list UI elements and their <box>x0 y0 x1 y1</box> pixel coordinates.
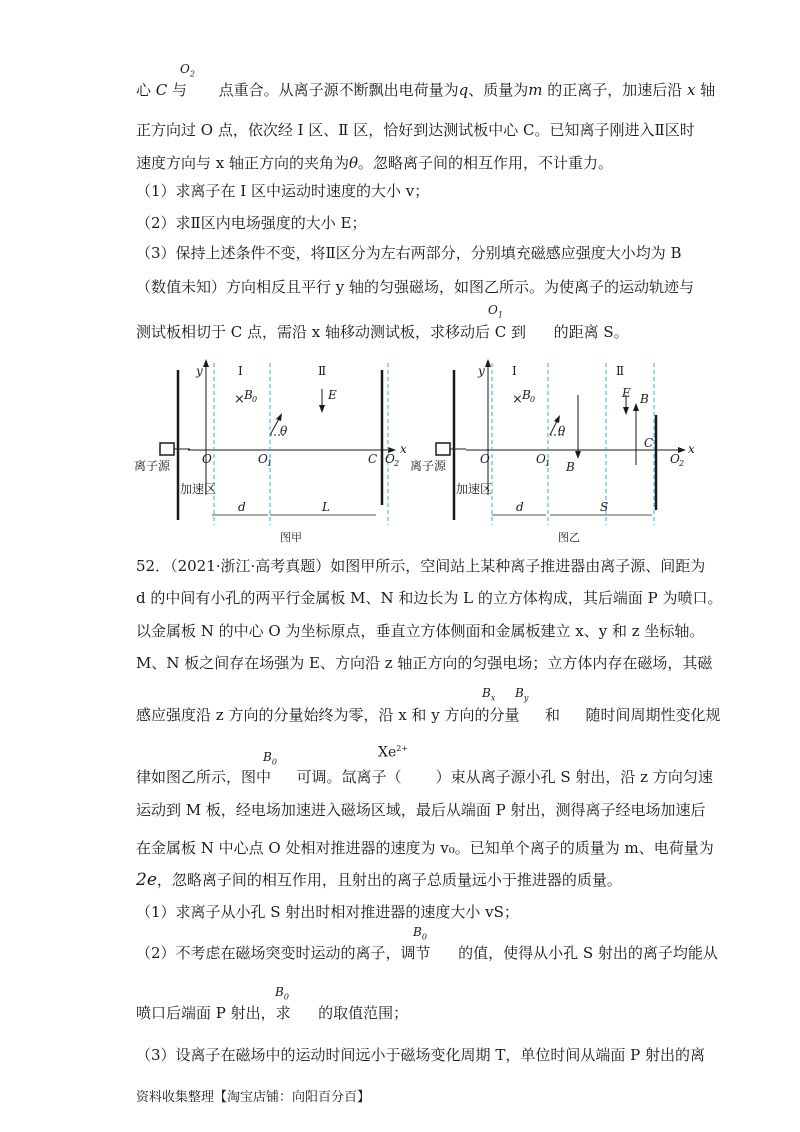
o2-symbol: $O_2$ <box>180 62 195 79</box>
p51-line2: 正方向过 O 点，依次经 Ⅰ 区、Ⅱ 区，恰好到达测试板中心 C。已知离子刚进入Ⅱ区时 <box>136 121 695 139</box>
bx-symbol: $B_x$ <box>482 686 496 703</box>
p52-line6: 律如图乙所示，图中 可调。氙离子（ ）束从离子源小孔 S 射出，沿 z 方向匀速 <box>136 768 713 786</box>
fig-b-theta: θ <box>558 424 566 438</box>
fig-b-b0: B <box>522 388 531 402</box>
b0-symbol-2: $B_0$ <box>413 925 427 942</box>
fig-b-b-down: B <box>566 460 575 474</box>
fig-a-source-label: 离子源 <box>134 459 171 473</box>
fig-b-y: y <box>478 364 485 378</box>
p52-line5: 感应强度沿 z 方向的分量始终为零，沿 x 和 y 方向的分量 和 随时间周期性变化规 <box>136 706 721 724</box>
svg-text:2: 2 <box>394 459 400 468</box>
fig-a-e: E <box>328 388 337 402</box>
figure-b <box>410 355 700 545</box>
fig-a-l: L <box>322 500 330 514</box>
fig-a-o: O <box>202 452 212 466</box>
by-symbol: $B_y$ <box>515 686 529 703</box>
p52-question-1: （1）求离子从小孔 S 射出时相对推进器的速度大小 vS； <box>136 903 519 921</box>
fig-b-caption: 图乙 <box>558 531 580 544</box>
fig-b-o: O <box>480 452 490 466</box>
fig-a-cross: × <box>234 392 245 407</box>
fig-a-x: x <box>400 442 407 456</box>
p52-line2: d 的中间有小孔的两平行金属板 M、N 和边长为 L 的立方体构成，其后端面 P 为喷口。 <box>136 589 723 607</box>
fig-b-b-up: B <box>640 392 649 406</box>
fig-b-e: E <box>622 386 631 400</box>
p52-line3: 以金属板 N 的中心 O 为坐标原点，垂直立方体侧面和金属板建立 x、y 和 z 坐标轴。 <box>136 622 705 640</box>
p51-line1: 心 C 与 点重合。从离子源不断飘出电荷量为q、质量为m 的正离子，加速后沿 x 轴 <box>136 81 716 99</box>
fig-a-b0: B <box>244 388 253 402</box>
fig-b-accel-label: 加速区 <box>456 482 493 496</box>
fig-b-region2: Ⅱ <box>616 364 625 378</box>
p51-question-3-line3: 测试板相切于 C 点，需沿 x 轴移动测试板，求移动后 C 到 的距离 S。 <box>136 323 629 341</box>
svg-text:2: 2 <box>679 459 685 468</box>
fig-a-accel-label: 加速区 <box>180 482 217 496</box>
p52-line7: 运动到 M 板，经电场加速进入磁场区域，最后从端面 P 射出，测得离子经电场加速后 <box>136 801 706 819</box>
fig-b-source-label: 离子源 <box>410 459 447 473</box>
p52-line1: 52．（2021·浙江·高考真题）如图甲所示，空间站上某种离子推进器由离子源、间距为 <box>136 557 706 575</box>
fig-b-c: C <box>644 436 654 450</box>
fig-a-y: y <box>196 364 203 378</box>
p52-question-2: （2）不考虑在磁场突变时运动的离子，调节 的值，使得从小孔 S 射出的离子均能从 <box>136 944 718 962</box>
b0-symbol-1: $B_0$ <box>263 750 277 767</box>
p51-question-2: （2）求Ⅱ区内电场强度的大小 E； <box>136 214 367 232</box>
p52-question-2-line2: 喷口后端面 P 射出，求 的取值范围； <box>136 1004 409 1022</box>
b0-symbol-3: $B_0$ <box>275 985 289 1002</box>
p51-question-3-line2: （数值未知）方向相反且平行 y 轴的匀强磁场，如图乙所示。为使离子的运动轨迹与 <box>136 278 695 296</box>
fig-b-d: d <box>516 500 524 514</box>
fig-a-c: C <box>368 452 378 466</box>
page-footer: 资料收集整理【淘宝店铺：向阳百分百】 <box>136 1090 371 1105</box>
p52-question-3: （3）设离子在磁场中的运动时间远小于磁场变化周期 T，单位时间从端面 P 射出的离 <box>136 1046 705 1064</box>
svg-text:1: 1 <box>267 459 273 468</box>
fig-b-s: S <box>600 500 609 514</box>
fig-a-region1: Ⅰ <box>238 364 243 378</box>
p51-question-3-line1: （3）保持上述条件不变，将Ⅱ区分为左右两部分，分别填充磁感应强度大小均为 B <box>136 244 682 262</box>
fig-b-o1: O <box>536 452 546 466</box>
p52-line8: 在金属板 N 中心点 O 处相对推进器的速度为 v₀。已知单个离子的质量为 m、电荷量为 <box>136 839 714 857</box>
svg-text:1: 1 <box>545 459 551 468</box>
svg-text:0: 0 <box>252 395 258 404</box>
fig-b-x: x <box>688 442 695 456</box>
p51-question-1: （1）求离子在 Ⅰ 区中运动时速度的大小 v； <box>136 182 430 200</box>
p52-line9: 2e，忽略离子间的相互作用，且射出的离子总质量远小于推进器的质量。 <box>136 870 622 890</box>
svg-text:0: 0 <box>530 395 536 404</box>
fig-a-o1: O <box>258 452 268 466</box>
p51-line3: 速度方向与 x 轴正方向的夹角为θ。忽略离子间的相互作用，不计重力。 <box>136 154 614 172</box>
fig-b-cross: × <box>512 392 523 407</box>
xe-ion-symbol: $Xe^{2+}$ <box>378 744 409 761</box>
fig-a-region2: Ⅱ <box>318 364 327 378</box>
o1-symbol: $O_1$ <box>488 303 503 320</box>
fig-a-theta: θ <box>280 424 288 438</box>
fig-a-o2: O <box>385 452 395 466</box>
fig-b-o2: O <box>670 452 680 466</box>
fig-a-caption: 图甲 <box>280 531 302 544</box>
fig-a-d: d <box>238 500 246 514</box>
fig-b-region1: Ⅰ <box>512 364 517 378</box>
figure-a <box>130 355 430 545</box>
ion-source-box <box>160 443 174 455</box>
p52-line4: M、N 板之间存在场强为 E、方向沿 z 轴正方向的匀强电场；立方体内存在磁场，其磁 <box>136 654 713 672</box>
ion-source-box <box>436 443 450 455</box>
